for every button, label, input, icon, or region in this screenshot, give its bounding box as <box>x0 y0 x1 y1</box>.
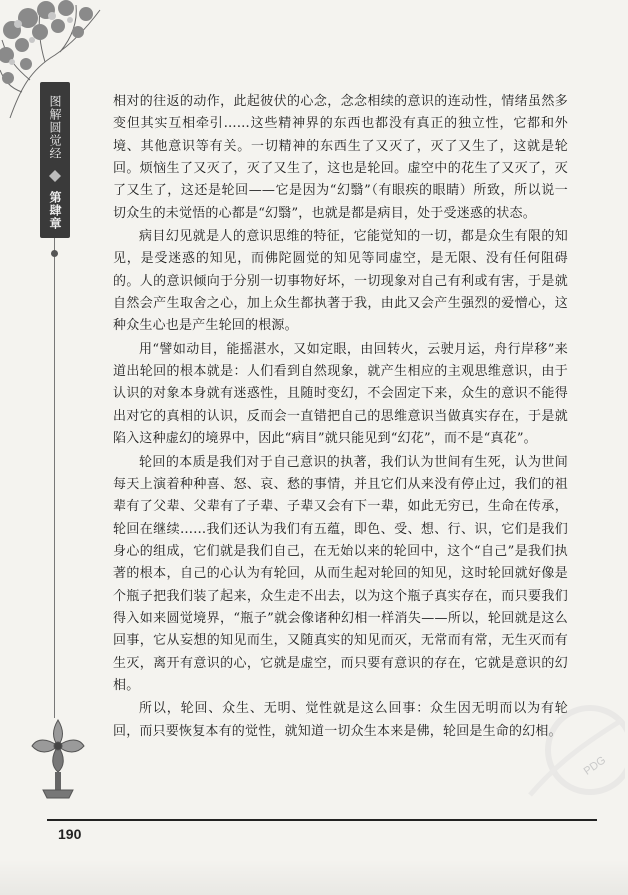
margin-bead-icon <box>51 250 58 257</box>
lotus-ornament-icon <box>29 716 87 800</box>
paragraph: 轮回的本质是我们对于自己意识的执著，我们认为世间有生死，认为世间每天上演着种种喜、怒、哀、愁的事情，并且它们从来没有停止过，我们的祖辈有了父辈、父辈有了子辈、子辈又会有下一辈，如此无穷已，生命在传承，轮回在继续……我们还认为我们有五蕴，即色、受、想、行、识，它们是我们身心的组成，它们就是我们自己，在无始以来的轮回中，这个“自己”是我们执著的根本，自己的心认为有轮回，从而生起对轮回的知见，这时轮回就好像是个瓶子把我们装了起来，众生走不出去，以为这个瓶子真实存在，而只要我们得入如来圆觉境界，“瓶子”就会像诸种幻相一样消失——所以，轮回就是这么回事，它从妄想的知见而生，又随真实的知见而灭，无常而有常，无生灭而有生灭，离开有意识的心，它就是虚空，而只要有意识的存在，它就是意识的幻相。 <box>113 454 568 693</box>
page-number: 190 <box>58 826 82 842</box>
watermark-icon <box>510 700 625 810</box>
side-chapter-label: 第肆章 <box>48 190 62 230</box>
main-text-block <box>113 91 568 744</box>
watermark-label: PDG <box>581 754 609 778</box>
footer-rule <box>47 819 597 821</box>
paragraph: 相对的往返的动作，此起彼伏的心念，念念相续的意识的连动性，情绪虽然多变但其实互相牵引……这些精神界的东西也都没有真正的独立性，它都和外境、其他意识等有关。一切精神的东西生了又灭了，灭了又生了，这就是轮回。烦恼生了又灭了，灭了又生了，这也是轮回。虚空中的花生了又灭了，灭了又生了，这还是轮回——它是因为“幻翳”（有眼疾的眼睛）所致，所以说一切众生的未觉悟的心都是“幻翳”，也就是都是病目，处于受迷惑的状态。 <box>113 94 568 221</box>
tab-separator-icon <box>49 170 61 182</box>
side-tab <box>40 82 70 238</box>
side-book-title: 图解圆觉经 <box>48 94 62 160</box>
paragraph: 用“譬如动目，能摇湛水，又如定眼，由回转火，云驶月运，舟行岸移”来道出轮回的根本就是：人们看到自然现象，就产生相应的主观思维意识，由于认识的对象本身就有迷惑性，且随时变幻，不会固定下来，众生的意识不能得出对它的真相的认识，反而会一直错把自己的思维意识当做真实存在，于是就陷入这种虚幻的境界中，因此“病目”就只能见到“幻花”，而不是“真花”。 <box>113 341 568 447</box>
paragraph: 病目幻见就是人的意识思维的特征，它能觉知的一切，都是众生有限的知见，是受迷惑的知见，而佛陀圆觉的知见等同虚空，是无限、没有任何阻碍的。人的意识倾向于分别一切事物好坏，一切现象对自己有利或有害，于是就自然会产生取舍之心，加上众生都执著于我，由此又会产生强烈的爱憎心，这种众生心也是产生轮回的根源。 <box>113 229 568 334</box>
page-shadow <box>0 860 628 895</box>
margin-rule <box>54 238 55 718</box>
paragraph: 所以，轮回、众生、无明、觉性就是这么回事：众生因无明而以为有轮回，而只要恢复本有的觉性，就知道一切众生本来是佛，轮回是生命的幻相。 <box>113 701 568 739</box>
